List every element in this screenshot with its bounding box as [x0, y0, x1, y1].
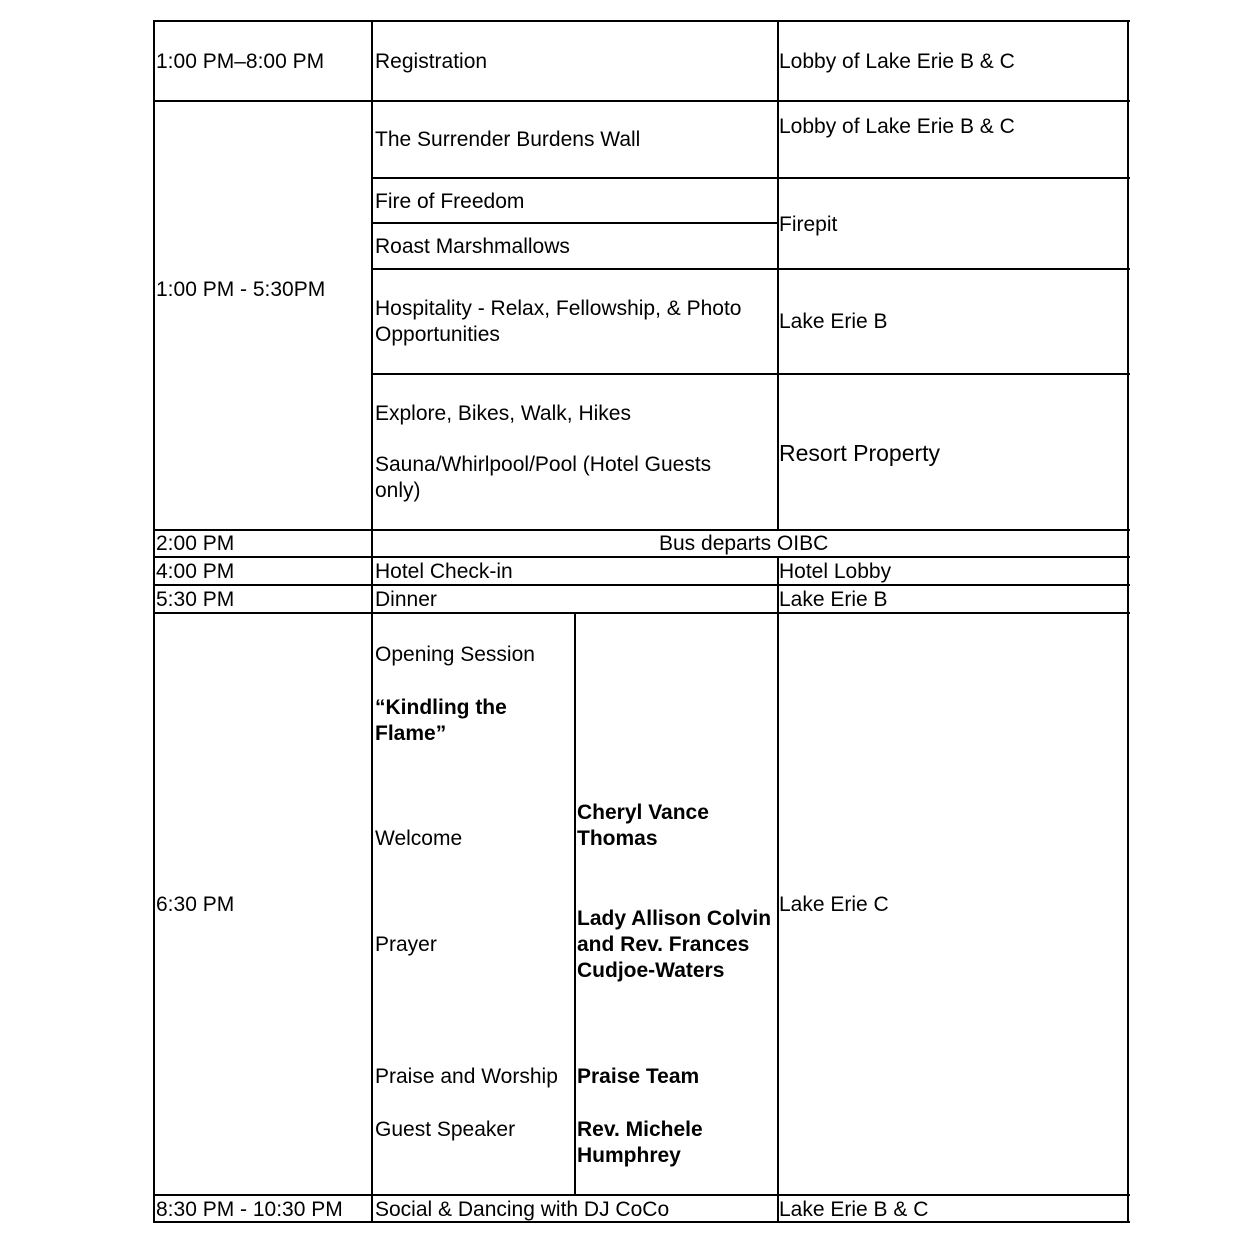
row-divider [153, 529, 1130, 531]
burdens-location: Lobby of Lake Erie B & C [779, 115, 1015, 138]
row-divider [372, 268, 1130, 270]
prayer-person: Lady Allison Colvin and Rev. Frances Cudjoe-Waters [577, 907, 772, 982]
explore-activity: Explore, Bikes, Walk, Hikes [375, 402, 631, 425]
column-divider [574, 612, 576, 1196]
burdens-activity: The Surrender Burdens Wall [375, 128, 641, 151]
checkin-time: 4:00 PM [156, 560, 235, 583]
table-border-right [1127, 20, 1129, 1223]
dinner-time: 5:30 PM [156, 588, 235, 611]
amenities-activity: Sauna/Whirlpool/Pool (Hotel Guests only) [375, 453, 712, 502]
row-divider [372, 222, 778, 224]
afternoon-time: 1:00 PM - 5:30PM [156, 278, 326, 301]
speaker-label: Guest Speaker [375, 1118, 516, 1141]
row-divider [153, 556, 1130, 558]
firepit-location: Firepit [779, 213, 838, 236]
bus-activity: Bus departs OIBC [659, 532, 829, 555]
fire-activity: Fire of Freedom [375, 190, 525, 213]
dinner-location: Lake Erie B [779, 588, 888, 611]
table-border-top [153, 20, 1130, 22]
checkin-activity: Hotel Check-in [375, 560, 513, 583]
column-divider [371, 20, 373, 1223]
row-divider [372, 373, 1130, 375]
praise-person: Praise Team [577, 1065, 700, 1088]
hospitality-location: Lake Erie B [779, 310, 888, 333]
marshmallows-activity: Roast Marshmallows [375, 235, 570, 258]
welcome-label: Welcome [375, 827, 463, 850]
opening-title: Opening Session [375, 643, 535, 666]
checkin-location: Hotel Lobby [779, 560, 892, 583]
row-divider [372, 177, 1130, 179]
social-activity: Social & Dancing with DJ CoCo [375, 1198, 670, 1221]
registration-activity: Registration [375, 50, 488, 73]
row-divider [153, 584, 1130, 586]
registration-location: Lobby of Lake Erie B & C [779, 50, 1015, 73]
row-divider [153, 100, 1130, 102]
registration-time: 1:00 PM–8:00 PM [156, 50, 325, 73]
dinner-activity: Dinner [375, 588, 437, 611]
bus-time: 2:00 PM [156, 532, 235, 555]
row-divider [153, 612, 1130, 614]
welcome-person: Cheryl Vance Thomas [577, 801, 709, 850]
opening-location: Lake Erie C [779, 893, 889, 916]
speaker-person: Rev. Michele Humphrey [577, 1118, 703, 1167]
opening-theme: “Kindling the Flame” [375, 696, 507, 745]
opening-time: 6:30 PM [156, 893, 235, 916]
social-location: Lake Erie B & C [779, 1198, 929, 1221]
social-time: 8:30 PM - 10:30 PM [156, 1198, 343, 1221]
hospitality-activity: Hospitality - Relax, Fellowship, & Photo Opportunities [375, 297, 742, 346]
prayer-label: Prayer [375, 933, 437, 956]
column-divider [777, 556, 779, 1223]
praise-label: Praise and Worship [375, 1065, 558, 1088]
table-border-left [153, 20, 155, 1223]
explore-location: Resort Property [779, 440, 941, 466]
row-divider [153, 1194, 1130, 1196]
